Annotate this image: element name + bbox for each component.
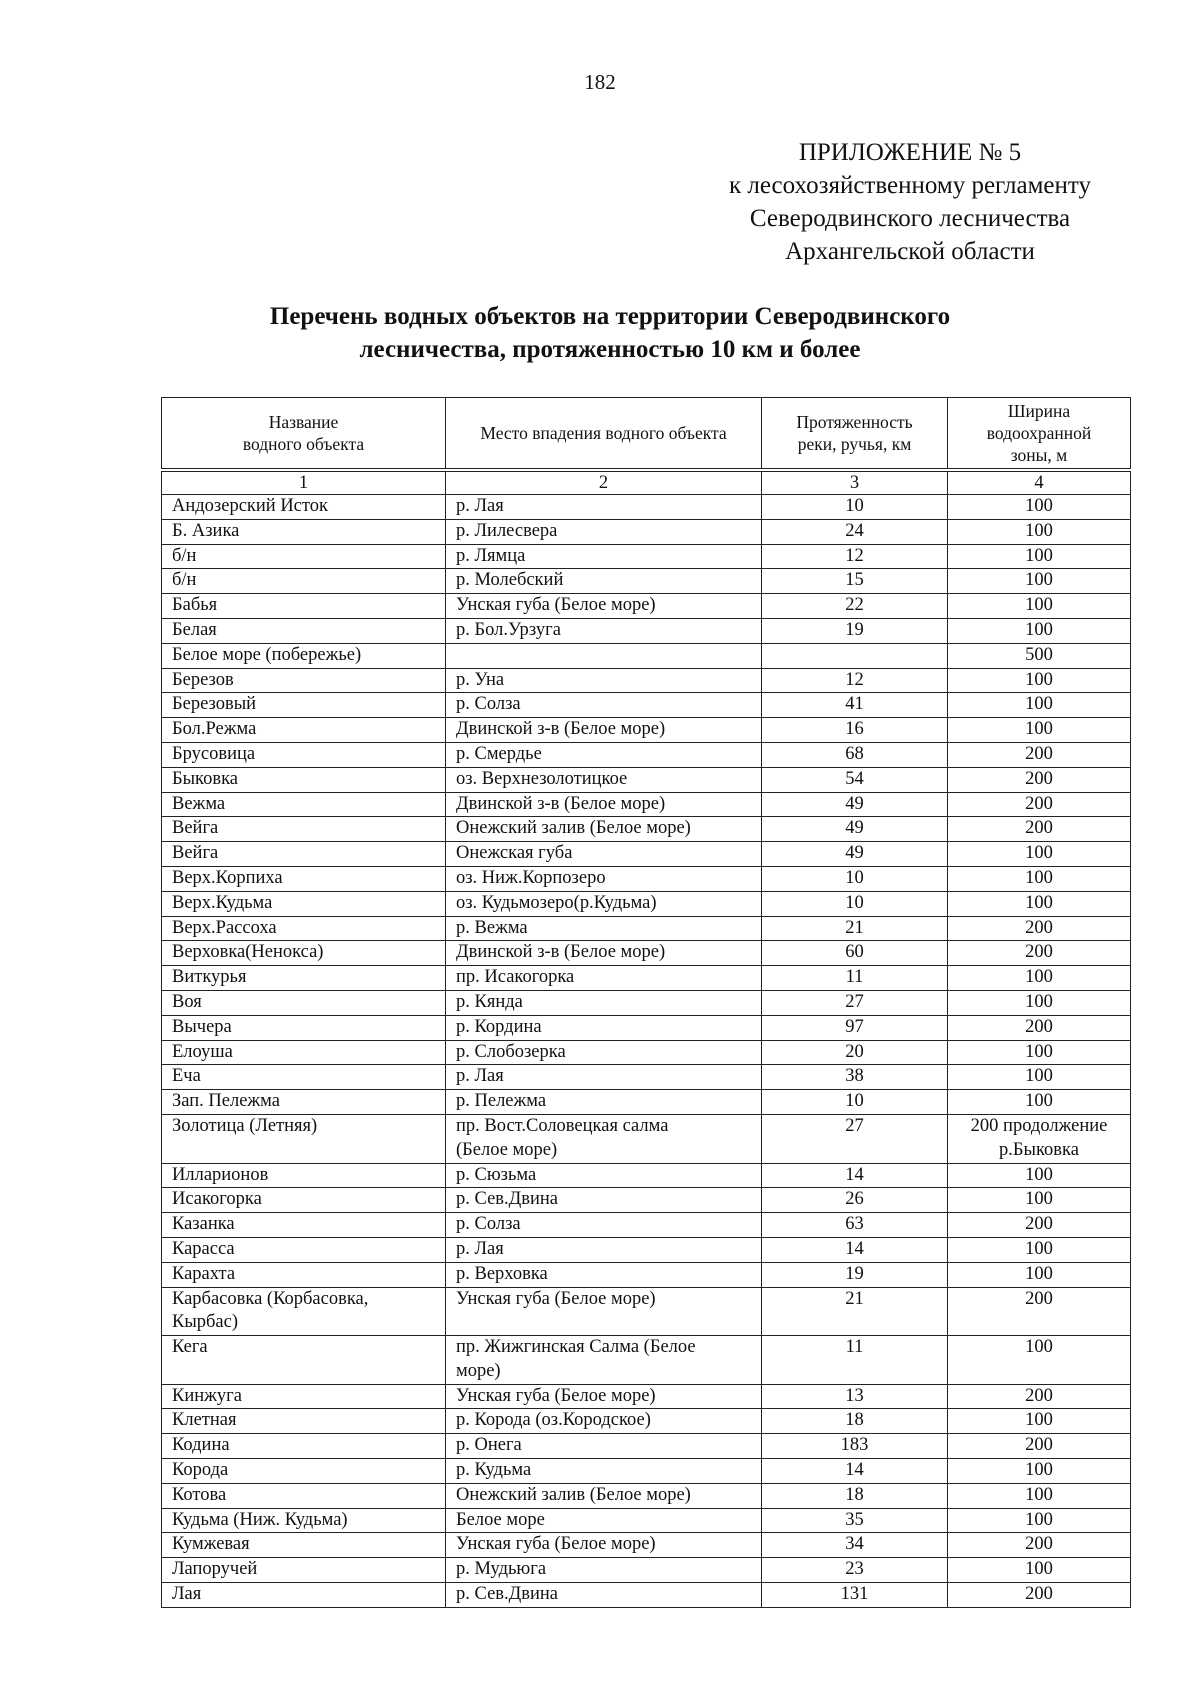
cell-width: 200	[948, 817, 1131, 842]
cell-mouth: оз. Кудьмозеро(р.Кудьма)	[446, 891, 762, 916]
header-width: Ширина водоохранной зоны, м	[948, 398, 1131, 469]
cell-mouth: пр. Исакогорка	[446, 966, 762, 991]
cell-width: 100	[948, 1508, 1131, 1533]
cell-mouth: оз. Ниж.Корпозеро	[446, 866, 762, 891]
table-row	[162, 1533, 1131, 1558]
cell-width: 100	[948, 618, 1131, 643]
cell-name: Белая	[162, 618, 446, 643]
cell-name: Еча	[162, 1065, 446, 1090]
cell-width: 100	[948, 718, 1131, 743]
cell-width: 100	[948, 668, 1131, 693]
cell-name: Березов	[162, 668, 446, 693]
cell-length: 183	[762, 1434, 948, 1459]
cell-width: 100	[948, 519, 1131, 544]
table-row	[162, 1508, 1131, 1533]
cell-width: 200 продолжение р.Быковка	[948, 1114, 1131, 1163]
cell-mouth: р. Лямца	[446, 544, 762, 569]
cell-length: 12	[762, 544, 948, 569]
cell-length: 10	[762, 1090, 948, 1115]
table-row	[162, 1262, 1131, 1287]
cell-width: 100	[948, 966, 1131, 991]
cell-length: 49	[762, 792, 948, 817]
cell-length: 19	[762, 618, 948, 643]
cell-width: 100	[948, 1262, 1131, 1287]
cell-mouth: р. Слобозерка	[446, 1040, 762, 1065]
table-row	[162, 1213, 1131, 1238]
cell-name: Кодина	[162, 1434, 446, 1459]
cell-mouth: р. Сев.Двина	[446, 1188, 762, 1213]
cell-name: Воя	[162, 990, 446, 1015]
cell-mouth: р. Лая	[446, 1237, 762, 1262]
cell-length: 27	[762, 990, 948, 1015]
cell-length: 60	[762, 941, 948, 966]
cell-length: 21	[762, 916, 948, 941]
cell-name: Лапоручей	[162, 1558, 446, 1583]
cell-length: 15	[762, 569, 948, 594]
appendix-line-2: к лесохозяйственному регламенту	[728, 172, 1092, 199]
cell-width: 100	[948, 1090, 1131, 1115]
cell-mouth: р. Смердье	[446, 742, 762, 767]
cell-name: Лая	[162, 1583, 446, 1608]
cell-name: Кумжевая	[162, 1533, 446, 1558]
table-row	[162, 594, 1131, 619]
cell-mouth: р. Пележма	[446, 1090, 762, 1115]
cell-length: 26	[762, 1188, 948, 1213]
cell-width: 200	[948, 916, 1131, 941]
cell-name: Белое море (побережье)	[162, 643, 446, 668]
header-name: Название водного объекта	[162, 398, 446, 469]
cell-length: 10	[762, 891, 948, 916]
cell-name: Вейга	[162, 817, 446, 842]
cell-mouth: Унская губа (Белое море)	[446, 1533, 762, 1558]
cell-name: Верх.Рассоха	[162, 916, 446, 941]
cell-width: 100	[948, 569, 1131, 594]
cell-mouth: р. Уна	[446, 668, 762, 693]
cell-mouth: р. Онега	[446, 1434, 762, 1459]
table-row	[162, 1015, 1131, 1040]
cell-mouth: Двинской з-в (Белое море)	[446, 718, 762, 743]
cell-length: 13	[762, 1384, 948, 1409]
cell-mouth: пр. Жижгинская Салма (Белое море)	[446, 1336, 762, 1385]
cell-mouth: р. Молебский	[446, 569, 762, 594]
cell-length	[762, 643, 948, 668]
cell-length: 14	[762, 1237, 948, 1262]
appendix-line-3: Северодвинского лесничества	[749, 205, 1071, 232]
cell-length: 12	[762, 668, 948, 693]
cell-mouth: р. Солза	[446, 1213, 762, 1238]
table-row	[162, 1434, 1131, 1459]
table-row	[162, 792, 1131, 817]
cell-length: 18	[762, 1409, 948, 1434]
cell-width: 200	[948, 1287, 1131, 1336]
cell-mouth: р. Лилесвера	[446, 519, 762, 544]
cell-width: 100	[948, 544, 1131, 569]
cell-width: 200	[948, 742, 1131, 767]
table-row	[162, 1336, 1131, 1385]
header-mouth: Место впадения водного объекта	[446, 398, 762, 469]
cell-mouth: оз. Верхнезолотицкое	[446, 767, 762, 792]
cell-name: Андозерский Исток	[162, 495, 446, 520]
cell-length: 11	[762, 966, 948, 991]
cell-name: Быковка	[162, 767, 446, 792]
cell-name: Зап. Пележма	[162, 1090, 446, 1115]
cell-length: 34	[762, 1533, 948, 1558]
cell-mouth: р. Кордина	[446, 1015, 762, 1040]
cell-width: 100	[948, 891, 1131, 916]
cell-name: б/н	[162, 544, 446, 569]
column-number: 3	[762, 472, 948, 495]
cell-mouth: р. Кянда	[446, 990, 762, 1015]
cell-mouth: р. Лая	[446, 495, 762, 520]
cell-length: 63	[762, 1213, 948, 1238]
cell-width: 200	[948, 1384, 1131, 1409]
cell-width: 200	[948, 1434, 1131, 1459]
cell-mouth: р. Солза	[446, 693, 762, 718]
cell-width: 100	[948, 866, 1131, 891]
cell-width: 100	[948, 1065, 1131, 1090]
title-line-1: Перечень водных объектов на территории Северодвинского	[269, 303, 951, 330]
cell-name: Котова	[162, 1483, 446, 1508]
cell-width: 200	[948, 1015, 1131, 1040]
cell-width: 100	[948, 1188, 1131, 1213]
table-row	[162, 569, 1131, 594]
table-row	[162, 842, 1131, 867]
table-row	[162, 1558, 1131, 1583]
cell-length: 49	[762, 842, 948, 867]
cell-mouth: р. Сюзьма	[446, 1163, 762, 1188]
table-row	[162, 866, 1131, 891]
cell-mouth: р. Кудьма	[446, 1459, 762, 1484]
cell-width: 100	[948, 1409, 1131, 1434]
cell-length: 24	[762, 519, 948, 544]
cell-length: 49	[762, 817, 948, 842]
cell-name: Корода	[162, 1459, 446, 1484]
cell-mouth: р. Лая	[446, 1065, 762, 1090]
cell-length: 68	[762, 742, 948, 767]
table-row	[162, 1409, 1131, 1434]
cell-name: Верх.Корпиха	[162, 866, 446, 891]
table-row	[162, 718, 1131, 743]
cell-width: 100	[948, 594, 1131, 619]
cell-mouth: пр. Вост.Соловецкая салма (Белое море)	[446, 1114, 762, 1163]
table-body	[161, 471, 1131, 1608]
cell-mouth: Унская губа (Белое море)	[446, 594, 762, 619]
table-row	[162, 1483, 1131, 1508]
column-number: 2	[446, 472, 762, 495]
table-row	[162, 544, 1131, 569]
cell-name: Виткурья	[162, 966, 446, 991]
cell-width: 200	[948, 1533, 1131, 1558]
document-title	[160, 300, 1060, 366]
cell-name: Карахта	[162, 1262, 446, 1287]
cell-name: Кега	[162, 1336, 446, 1385]
table-row	[162, 1287, 1131, 1336]
table-row	[162, 1114, 1131, 1163]
cell-name: Березовый	[162, 693, 446, 718]
cell-mouth: р. Корода (оз.Кородское)	[446, 1409, 762, 1434]
cell-length: 11	[762, 1336, 948, 1385]
cell-length: 19	[762, 1262, 948, 1287]
cell-length: 35	[762, 1508, 948, 1533]
cell-name: Б. Азика	[162, 519, 446, 544]
cell-width: 100	[948, 1336, 1131, 1385]
cell-name: Кинжуга	[162, 1384, 446, 1409]
cell-mouth: Онежская губа	[446, 842, 762, 867]
cell-name: Верховка(Ненокса)	[162, 941, 446, 966]
cell-width: 100	[948, 842, 1131, 867]
cell-mouth: р. Бол.Урзуга	[446, 618, 762, 643]
cell-width: 200	[948, 792, 1131, 817]
appendix-line-4: Архангельской области	[785, 238, 1035, 265]
column-number: 4	[948, 472, 1131, 495]
cell-mouth: Двинской з-в (Белое море)	[446, 792, 762, 817]
cell-mouth: Онежский залив (Белое море)	[446, 1483, 762, 1508]
cell-name: Брусовица	[162, 742, 446, 767]
table-row	[162, 767, 1131, 792]
table-row	[162, 1188, 1131, 1213]
cell-name: Клетная	[162, 1409, 446, 1434]
table-row	[162, 519, 1131, 544]
cell-name: Карбасовка (Корбасовка, Кырбас)	[162, 1287, 446, 1336]
cell-mouth: Унская губа (Белое море)	[446, 1287, 762, 1336]
cell-name: Верх.Кудьма	[162, 891, 446, 916]
cell-width: 100	[948, 1163, 1131, 1188]
cell-name: Вычера	[162, 1015, 446, 1040]
cell-mouth: Белое море	[446, 1508, 762, 1533]
table-row	[162, 1384, 1131, 1409]
cell-name: Вейга	[162, 842, 446, 867]
cell-name: Золотица (Летняя)	[162, 1114, 446, 1163]
cell-width: 100	[948, 693, 1131, 718]
cell-width: 100	[948, 990, 1131, 1015]
cell-length: 41	[762, 693, 948, 718]
cell-width: 200	[948, 941, 1131, 966]
cell-length: 38	[762, 1065, 948, 1090]
table-row	[162, 817, 1131, 842]
cell-length: 10	[762, 495, 948, 520]
table-row	[162, 1065, 1131, 1090]
cell-length: 14	[762, 1163, 948, 1188]
table-row	[162, 1237, 1131, 1262]
column-number-row	[162, 472, 1131, 495]
cell-name: Карасса	[162, 1237, 446, 1262]
cell-mouth: р. Вежма	[446, 916, 762, 941]
table-row	[162, 1583, 1131, 1608]
cell-name: Бабья	[162, 594, 446, 619]
appendix-heading	[680, 136, 1140, 268]
cell-width: 200	[948, 767, 1131, 792]
table-row	[162, 742, 1131, 767]
cell-width: 200	[948, 1213, 1131, 1238]
cell-length: 23	[762, 1558, 948, 1583]
cell-width: 500	[948, 643, 1131, 668]
table-row	[162, 941, 1131, 966]
table-row	[162, 966, 1131, 991]
appendix-line-1: ПРИЛОЖЕНИЕ № 5	[798, 139, 1022, 166]
table-row	[162, 891, 1131, 916]
cell-name: Бол.Режма	[162, 718, 446, 743]
table-row	[162, 1459, 1131, 1484]
table-row	[162, 668, 1131, 693]
cell-width: 200	[948, 1583, 1131, 1608]
title-line-2: лесничества, протяженностью 10 км и более	[359, 336, 861, 363]
cell-length: 54	[762, 767, 948, 792]
cell-name: Казанка	[162, 1213, 446, 1238]
cell-length: 97	[762, 1015, 948, 1040]
cell-mouth: р. Сев.Двина	[446, 1583, 762, 1608]
cell-mouth: Двинской з-в (Белое море)	[446, 941, 762, 966]
cell-length: 14	[762, 1459, 948, 1484]
cell-mouth: Унская губа (Белое море)	[446, 1384, 762, 1409]
header-length: Протяженность реки, ручья, км	[762, 398, 948, 469]
cell-width: 100	[948, 1558, 1131, 1583]
cell-name: Исакогорка	[162, 1188, 446, 1213]
cell-name: Елоуша	[162, 1040, 446, 1065]
cell-mouth	[446, 643, 762, 668]
cell-mouth: Онежский залив (Белое море)	[446, 817, 762, 842]
cell-length: 27	[762, 1114, 948, 1163]
table-row	[162, 1040, 1131, 1065]
table-row	[162, 618, 1131, 643]
cell-length: 16	[762, 718, 948, 743]
table-row	[162, 643, 1131, 668]
table-header	[161, 397, 1131, 469]
table-row	[162, 693, 1131, 718]
cell-length: 10	[762, 866, 948, 891]
page-number: 182	[584, 70, 616, 94]
cell-width: 100	[948, 1459, 1131, 1484]
cell-length: 131	[762, 1583, 948, 1608]
table-row	[162, 1163, 1131, 1188]
cell-width: 100	[948, 495, 1131, 520]
cell-length: 22	[762, 594, 948, 619]
cell-width: 100	[948, 1040, 1131, 1065]
cell-width: 100	[948, 1483, 1131, 1508]
table-row	[162, 990, 1131, 1015]
cell-name: Кудьма (Ниж. Кудьма)	[162, 1508, 446, 1533]
cell-name: Илларионов	[162, 1163, 446, 1188]
cell-length: 20	[762, 1040, 948, 1065]
cell-name: б/н	[162, 569, 446, 594]
cell-mouth: р. Мудьюга	[446, 1558, 762, 1583]
cell-length: 18	[762, 1483, 948, 1508]
cell-length: 21	[762, 1287, 948, 1336]
table-row	[162, 1090, 1131, 1115]
column-number: 1	[162, 472, 446, 495]
table-row	[162, 916, 1131, 941]
table-row	[162, 495, 1131, 520]
cell-mouth: р. Верховка	[446, 1262, 762, 1287]
cell-width: 100	[948, 1237, 1131, 1262]
water-bodies-table	[161, 397, 1130, 1608]
cell-name: Вежма	[162, 792, 446, 817]
